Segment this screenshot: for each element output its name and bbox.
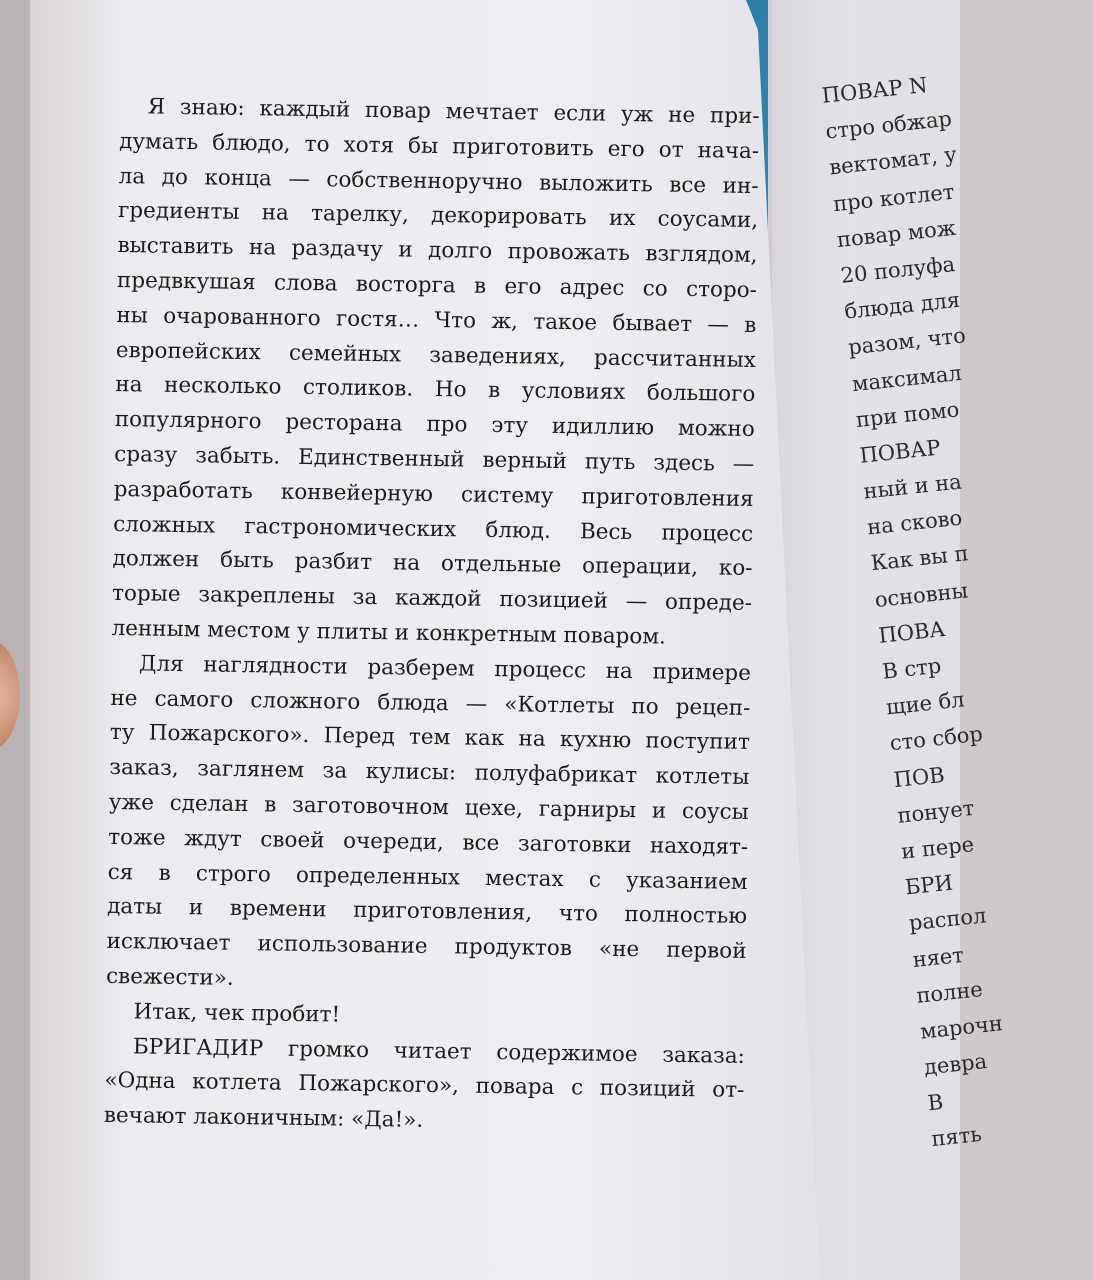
text-line-fragment: понует	[896, 795, 976, 828]
text-line-fragment: максимал	[850, 360, 963, 396]
text-line: Итак, чек пробит!	[133, 999, 341, 1028]
text-line-fragment: полне	[915, 976, 984, 1008]
text-line-fragment: 20 полуфа	[839, 251, 957, 288]
text-line-fragment: при помо	[854, 397, 961, 432]
text-line-fragment: ный и на	[862, 469, 963, 504]
text-line: свежести».	[105, 963, 234, 991]
text-line: думать блюдо, то хотя бы приготовить его от нача-	[118, 128, 760, 164]
text-line-fragment: ПОВАР	[858, 435, 942, 468]
text-line: ся в строго определенных местах с указанием	[107, 859, 748, 895]
text-line: ленным местом у плиты и конкретным поваром.	[111, 615, 667, 650]
text-line-fragment: основны	[873, 578, 970, 612]
text-line-fragment: пять	[930, 1122, 983, 1152]
text-line: разработать конвейерную систему приготовления	[113, 476, 754, 512]
text-line: предвкушая слова восторга в его адрес со сторо-	[116, 267, 758, 304]
text-line: не самого сложного блюда — «Котлеты по рецеп-	[110, 685, 751, 721]
text-line-fragment: на сково	[866, 505, 964, 540]
text-line-fragment: разом, что	[847, 323, 967, 360]
text-line-fragment: блюда для	[843, 287, 962, 324]
text-line: выставить на раздачу и долго провожать взглядом,	[117, 233, 758, 269]
text-line-fragment: В стр	[881, 653, 943, 684]
text-line-fragment: щие бл	[884, 687, 966, 720]
text-line-fragment: ПОВ	[892, 762, 946, 792]
text-line: БРИГАДИР громко читает содержимое заказа:	[132, 1033, 746, 1069]
text-line: тоже ждут своей очереди, все заготовки находят-	[108, 824, 749, 860]
text-line: исключает использование продуктов «не первой	[106, 929, 747, 965]
text-line-fragment: вектомат, у	[828, 142, 958, 180]
text-line: ту Пожарского». Перед тем как на кухню поступит	[109, 720, 751, 756]
text-line-fragment: БРИ	[903, 870, 954, 900]
text-line-fragment: ПОВА	[877, 616, 947, 648]
text-line: вечают лаконичным: «Да!».	[103, 1102, 424, 1133]
text-line: Для наглядности разберем процесс на примере	[138, 651, 752, 686]
text-line: торые закреплены за каждой позицией — опреде-	[111, 581, 753, 617]
text-line-fragment: распол	[907, 903, 988, 936]
text-line: даты и времени приготовления, что полностью	[106, 894, 748, 930]
text-line: популярного ресторана про эту идиллию можно	[114, 407, 755, 443]
text-line: ны очарованного гостя… Что ж, такое бывает — в	[116, 302, 757, 338]
text-line-fragment: сто сбор	[888, 722, 984, 756]
text-line: должен быть разбит на отдельные операции, ко-	[112, 546, 753, 582]
text-line: заказ, заглянем за кулисы: полуфабрикат котлеты	[109, 755, 750, 791]
text-line-fragment: повар мож	[835, 215, 958, 252]
text-line-fragment: Как вы п	[869, 541, 970, 576]
text-line-fragment: марочн	[918, 1011, 1004, 1044]
text-line-fragment: стро обжар	[824, 106, 953, 144]
text-line: на несколько столиков. Но в условиях большого	[115, 372, 756, 408]
text-line-fragment: девра	[922, 1049, 989, 1080]
text-line-fragment: няет	[911, 942, 965, 972]
text-line: сложных гастрономических блюд. Весь процесс	[112, 511, 754, 547]
left-page-text	[104, 90, 760, 1144]
text-line-fragment: ПОВАР N	[820, 72, 929, 108]
text-line: «Одна котлета Пожарского», повара с позиций от-	[104, 1068, 745, 1104]
text-line: ла до конца — собственноручно выложить все ин-	[118, 163, 759, 199]
text-line-fragment: В	[926, 1090, 945, 1116]
text-line: Я знаю: каждый повар мечтает если уж не при-	[147, 94, 760, 130]
text-line-fragment: про котлет	[831, 179, 956, 216]
text-line: европейских семейных заведениях, рассчитанных	[115, 337, 757, 373]
text-line-fragment: и пере	[900, 832, 976, 864]
text-line: сразу забыть. Единственный верный путь здесь —	[114, 441, 755, 477]
text-line: гредиенты на тарелку, декорировать их соусами,	[117, 198, 759, 234]
text-line: уже сделан в заготовочном цехе, гарниры и соусы	[108, 789, 749, 825]
